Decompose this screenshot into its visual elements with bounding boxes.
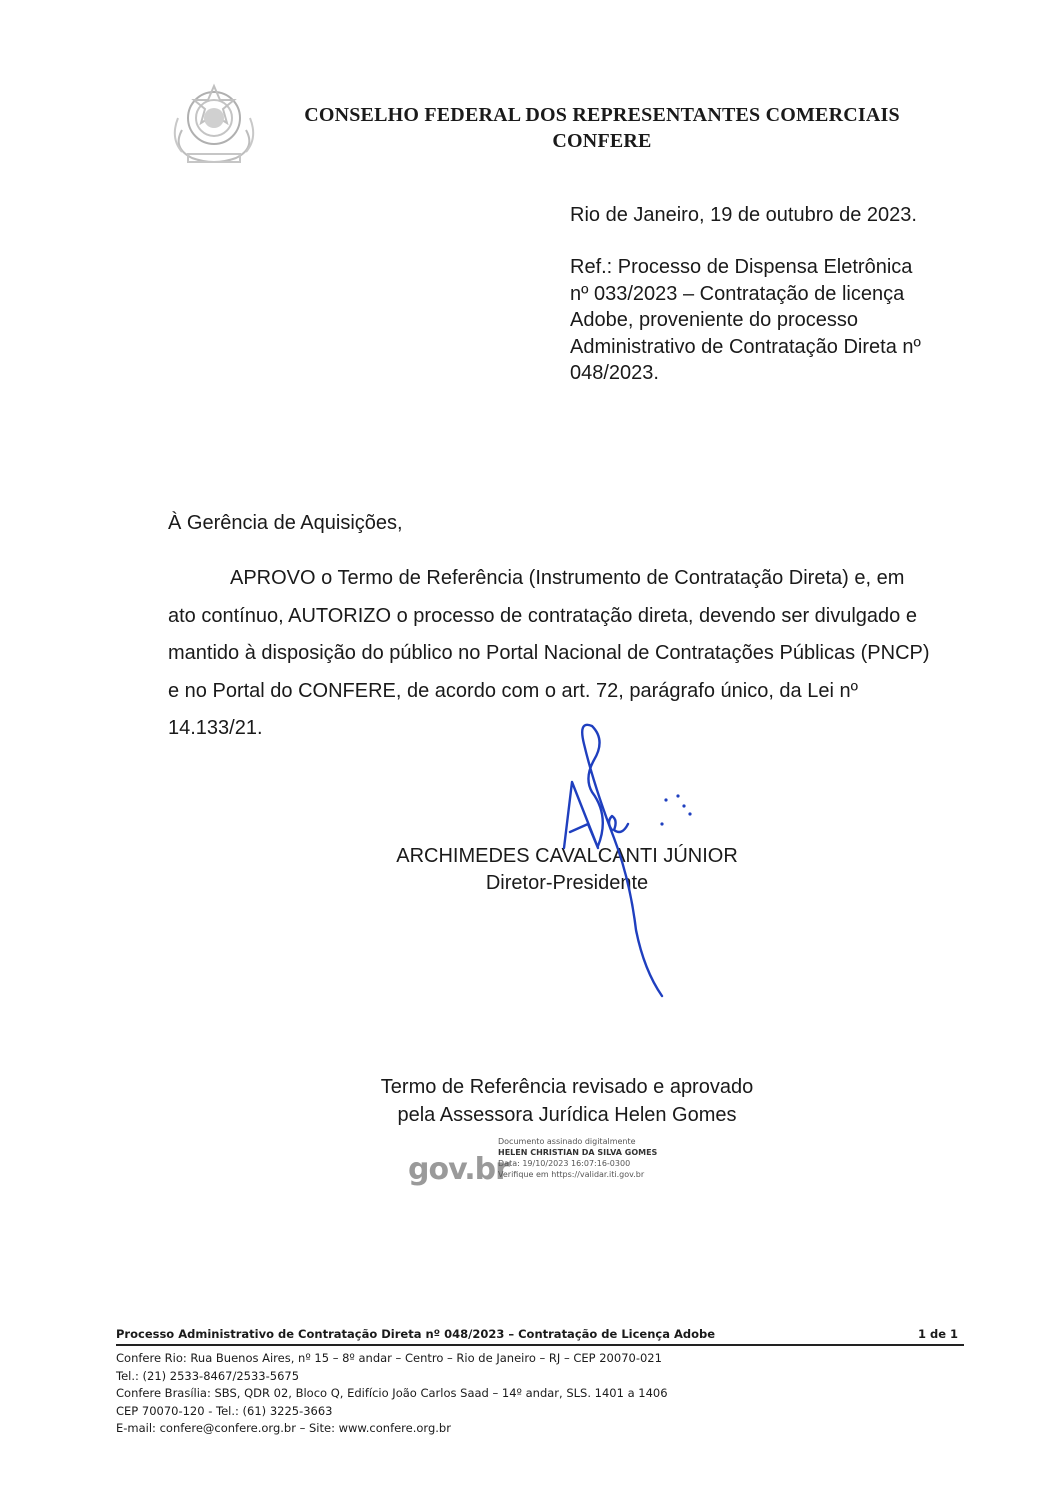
digital-signature-stamp	[408, 1136, 688, 1198]
reference-line: Administrativo de Contratação Direta nº	[570, 335, 921, 358]
footer-line: Confere Brasília: SBS, QDR 02, Bloco Q, Edifício João Carlos Saad – 14º andar, SLS. 1401 a 1406	[116, 1386, 668, 1400]
footer-address	[116, 1350, 668, 1438]
org-acronym: CONFERE	[552, 130, 652, 152]
footer-process-line	[116, 1327, 962, 1341]
review-note	[300, 1073, 834, 1129]
reference-line: Adobe, proveniente do processo	[570, 309, 858, 331]
review-line: Termo de Referência revisado e aprovado	[380, 1076, 754, 1098]
body-line: APROVO o Termo de Referência (Instrumento de Contratação Direta) e, em	[230, 567, 905, 589]
reference-block	[570, 254, 970, 387]
signer-title: Diretor-Presidente	[485, 872, 649, 894]
reference-line: nº 033/2023 – Contratação de licença	[570, 282, 905, 305]
body-line: e no Portal do CONFERE, de acordo com o art. 72, parágrafo único, da Lei nº	[168, 679, 858, 702]
body-line: ato contínuo, AUTORIZO o processo de contratação direta, devendo ser divulgado e	[168, 604, 917, 627]
organization-header	[230, 102, 974, 154]
footer-divider	[116, 1344, 964, 1346]
date-line: Rio de Janeiro, 19 de outubro de 2023.	[570, 204, 917, 226]
review-line: pela Assessora Jurídica Helen Gomes	[397, 1104, 737, 1126]
digital-signature-name: HELEN CHRISTIAN DA SILVA GOMES	[498, 1148, 658, 1157]
reference-line: 048/2023.	[570, 362, 659, 384]
handwritten-signature	[540, 720, 720, 1000]
body-line: 14.133/21.	[168, 717, 263, 739]
footer-line: CEP 70070-120 - Tel.: (61) 3225-3663	[116, 1403, 333, 1418]
footer-line: Confere Rio: Rua Buenos Aires, nº 15 – 8º andar – Centro – Rio de Janeiro – RJ – CEP 20070-021	[116, 1351, 662, 1365]
govbr-logo: gov.br	[408, 1152, 509, 1187]
page-number: 1 de 1	[917, 1327, 958, 1341]
digital-signature-caption: Documento assinado digitalmente	[498, 1137, 636, 1146]
body-line: mantido à disposição do público no Portal Nacional de Contratações Públicas (PNCP)	[168, 642, 930, 664]
digital-signature-verify: Verifique em https://validar.iti.gov.br	[498, 1170, 645, 1179]
greeting: À Gerência de Aquisições,	[168, 512, 403, 534]
org-name: CONSELHO FEDERAL DOS REPRESENTANTES COMERCIAIS	[304, 104, 900, 126]
digital-signature-info	[498, 1136, 657, 1180]
digital-signature-date: Data: 19/10/2023 16:07:16-0300	[498, 1159, 631, 1168]
footer-line: Tel.: (21) 2533-8467/2533-5675	[116, 1368, 300, 1383]
footer-process-title: Processo Administrativo de Contratação Direta nº 048/2023 – Contratação de Licença Adobe	[116, 1327, 716, 1341]
reference-line: Ref.: Processo de Dispensa Eletrônica	[570, 256, 913, 278]
footer-line: E-mail: confere@confere.org.br – Site: www.confere.org.br	[116, 1421, 451, 1435]
signer-name: ARCHIMEDES CAVALCANTI JÚNIOR	[396, 845, 738, 867]
